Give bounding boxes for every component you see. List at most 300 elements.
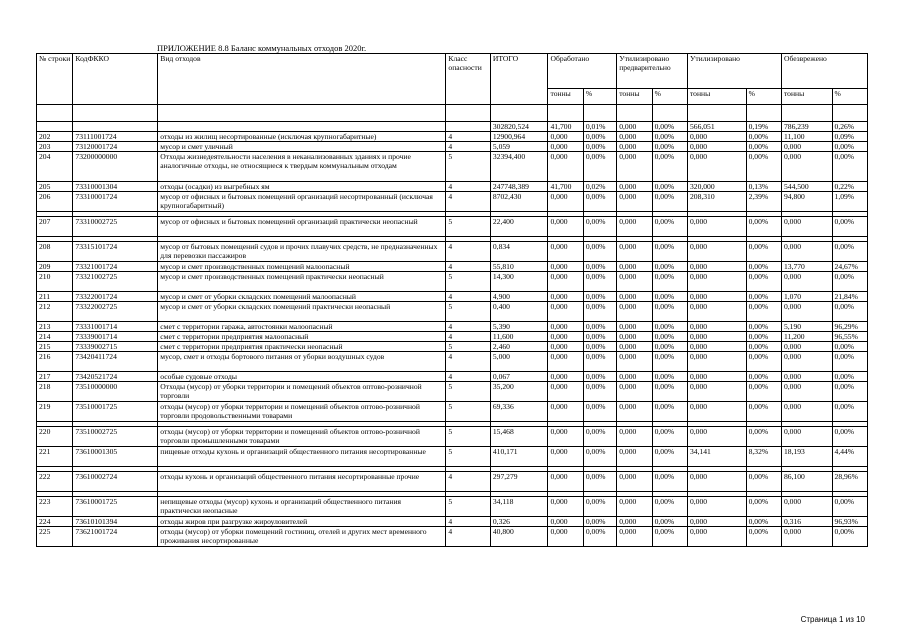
row-hazard-class: 4 [446,242,490,262]
row-value: 0,000 [687,517,746,527]
row-number: 206 [37,192,73,212]
row-value: 1,09% [832,192,867,212]
row-value: 0,000 [548,152,583,182]
row-code: 73200000000 [73,152,158,182]
row-waste-type: смет с территории предприятия практически неопасный [158,342,446,352]
subheader-pct: % [583,89,616,105]
row-value: 0,000 [687,497,746,517]
row-value: 0,00% [832,382,867,402]
table-row [37,342,868,352]
table-row [37,332,868,342]
row-waste-type: отходы жиров при разгрузке жироуловителей [158,517,446,527]
table-row [37,262,868,272]
row-value: 0,00% [583,132,616,142]
row-value: 0,00% [746,242,781,262]
subheader-tons: тонны [617,89,652,105]
row-hazard-class: 5 [446,427,490,447]
header-code: КодФККО [73,54,158,105]
row-value: 0,00% [746,372,781,382]
row-code: 73621001724 [73,527,158,547]
row-value: 0,00% [832,372,867,382]
row-value: 0,00% [746,402,781,422]
table-row [37,302,868,322]
row-value: 0,00% [832,142,867,152]
table-row [37,517,868,527]
row-value: 0,000 [548,242,583,262]
header-class: Класс опасности [446,54,490,105]
row-value: 0,00% [583,352,616,372]
row-value: 0,00% [746,262,781,272]
row-value: 0,00% [832,302,867,322]
subheader-tons: тонны [781,89,832,105]
row-value: 0,000 [548,302,583,322]
row-value: 0,000 [617,302,652,322]
row-value: 0,000 [781,372,832,382]
row-number: 225 [37,527,73,547]
row-value: 40,800 [490,527,548,547]
row-code: 73510002725 [73,427,158,447]
row-waste-type: мусор и смет уличный [158,142,446,152]
row-value: 0,000 [687,292,746,302]
row-value: 0,00% [583,242,616,262]
row-value: 0,000 [548,272,583,292]
subheader-pct: % [832,89,867,105]
row-value: 0,000 [781,427,832,447]
row-value: 0,00% [652,132,687,142]
page-title: ПРИЛОЖЕНИЕ 8.8 Баланс коммунальных отходов 2020г. [157,43,367,53]
row-number: 218 [37,382,73,402]
row-value: 0,000 [687,382,746,402]
row-value: 0,00% [652,517,687,527]
total-cell: 786,239 [781,122,832,132]
table-row [37,447,868,467]
table-row [37,272,868,292]
page-footer: Страница 1 из 10 [800,615,865,624]
row-value: 0,000 [781,152,832,182]
row-value: 0,000 [617,332,652,342]
row-value: 0,00% [746,142,781,152]
row-value: 0,000 [617,272,652,292]
row-value: 0,000 [781,342,832,352]
header-processed: Обработано [548,54,617,89]
row-value: 0,00% [832,342,867,352]
row-code: 73310001304 [73,182,158,192]
row-value: 0,00% [652,352,687,372]
totals-row [37,122,868,132]
row-code: 73420411724 [73,352,158,372]
row-value: 0,000 [617,182,652,192]
row-number: 219 [37,402,73,422]
row-value: 0,000 [781,497,832,517]
row-value: 34,141 [687,447,746,467]
total-cell: 302820,524 [490,122,548,132]
row-value: 0,09% [832,132,867,142]
row-value: 0,00% [583,192,616,212]
row-value: 0,00% [583,382,616,402]
header-total: ИТОГО [490,54,548,105]
row-value: 0,00% [583,292,616,302]
row-value: 0,00% [652,332,687,342]
total-cell: 0,000 [617,122,652,132]
row-value: 34,118 [490,497,548,517]
row-value: 0,000 [617,427,652,447]
row-value: 0,000 [548,497,583,517]
row-value: 247748,389 [490,182,548,192]
row-value: 0,000 [548,132,583,142]
row-value: 0,000 [687,242,746,262]
row-hazard-class: 4 [446,142,490,152]
row-number: 221 [37,447,73,467]
row-value: 0,00% [746,332,781,342]
row-waste-type: смет с территории предприятия малоопасный [158,332,446,342]
row-value: 0,00% [832,427,867,447]
row-value: 86,100 [781,472,832,492]
row-value: 0,000 [781,242,832,262]
row-waste-type: отходы (мусор) от уборки территории и помещений объектов оптово-розничной торговли промышленными товарами [158,427,446,447]
row-value: 0,000 [548,292,583,302]
row-value: 8,32% [746,447,781,467]
row-waste-type: мусор от офисных и бытовых помещений организаций практически неопасный [158,217,446,237]
row-waste-type: мусор от бытовых помещений судов и прочих плавучих средств, не предназначенных для перевозки пассажиров [158,242,446,262]
row-value: 0,00% [583,272,616,292]
row-value: 0,000 [687,152,746,182]
row-waste-type: мусор и смет производственных помещений практически неопасный [158,272,446,292]
header-utilized-pre: Утилизировано предварительно [617,54,688,89]
row-number: 216 [37,352,73,372]
row-hazard-class: 4 [446,192,490,212]
row-value: 0,00% [652,272,687,292]
row-value: 0,000 [687,132,746,142]
row-value: 0,00% [583,332,616,342]
row-value: 0,00% [746,382,781,402]
row-value: 0,000 [548,352,583,372]
row-value: 0,00% [583,217,616,237]
row-value: 0,00% [652,497,687,517]
row-number: 220 [37,427,73,447]
row-value: 0,000 [617,517,652,527]
row-value: 0,326 [490,517,548,527]
row-value: 0,22% [832,182,867,192]
row-value: 11,200 [781,332,832,342]
row-hazard-class: 4 [446,292,490,302]
row-waste-type: мусор и смет от уборки складских помещений малоопасный [158,292,446,302]
row-value: 0,000 [548,402,583,422]
row-value: 0,00% [832,272,867,292]
row-value: 13,770 [781,262,832,272]
row-value: 55,810 [490,262,548,272]
row-number: 208 [37,242,73,262]
row-value: 0,000 [548,472,583,492]
row-waste-type: мусор и смет производственных помещений малоопасный [158,262,446,272]
table-row [37,192,868,212]
row-waste-type: отходы из жилищ несортированные (исключая крупногабаритные) [158,132,446,142]
row-number: 224 [37,517,73,527]
row-code: 73610101394 [73,517,158,527]
row-value: 0,000 [548,372,583,382]
row-code: 73315101724 [73,242,158,262]
row-value: 0,00% [583,152,616,182]
row-value: 0,000 [548,342,583,352]
row-waste-type: мусор и смет от уборки складских помещений практически неопасный [158,302,446,322]
row-value: 41,700 [548,182,583,192]
row-value: 0,00% [746,152,781,182]
row-value: 0,000 [781,382,832,402]
subheader-tons: тонны [548,89,583,105]
row-value: 2,460 [490,342,548,352]
row-value: 0,000 [548,142,583,152]
row-waste-type: отходы (осадки) из выгребных ям [158,182,446,192]
table-row [37,242,868,262]
row-value: 0,000 [617,527,652,547]
row-value: 0,00% [746,217,781,237]
row-value: 0,00% [652,527,687,547]
row-value: 0,067 [490,372,548,382]
row-value: 0,000 [687,217,746,237]
row-value: 0,00% [746,497,781,517]
row-value: 0,13% [746,182,781,192]
row-hazard-class: 4 [446,132,490,142]
row-value: 0,000 [548,192,583,212]
row-code: 73321002725 [73,272,158,292]
row-number: 204 [37,152,73,182]
row-value: 0,00% [652,372,687,382]
row-value: 0,000 [617,402,652,422]
row-value: 0,000 [617,152,652,182]
row-waste-type: непищевые отходы (мусор) кухонь и организаций общественного питания практически неопасные [158,497,446,517]
row-value: 0,000 [617,192,652,212]
table-row [37,382,868,402]
row-value: 96,93% [832,517,867,527]
row-value: 4,44% [832,447,867,467]
row-value: 0,00% [652,342,687,352]
row-value: 0,000 [687,427,746,447]
row-value: 0,00% [583,262,616,272]
row-value: 0,00% [832,217,867,237]
row-waste-type: мусор, смет и отходы бортового питания от уборки воздушных судов [158,352,446,372]
row-value: 32394,400 [490,152,548,182]
row-value: 0,00% [583,447,616,467]
row-value: 0,00% [583,322,616,332]
row-number: 202 [37,132,73,142]
row-hazard-class: 5 [446,402,490,422]
row-hazard-class: 5 [446,497,490,517]
table-row [37,427,868,447]
row-value: 11,600 [490,332,548,342]
table-row [37,527,868,547]
row-value: 0,00% [746,342,781,352]
row-value: 0,00% [652,382,687,402]
row-hazard-class: 4 [446,472,490,492]
row-value: 0,00% [652,292,687,302]
row-waste-type: пищевые отходы кухонь и организаций общественного питания несортированные [158,447,446,467]
row-value: 0,00% [652,242,687,262]
row-value: 0,000 [617,497,652,517]
row-code: 73610001725 [73,497,158,517]
table-row [37,182,868,192]
row-waste-type: Отходы жизнедеятельности населения в неканализованных зданиях и прочие аналогичные отходы, не относящиеся к твердым коммунальным отходам [158,152,446,182]
table-row [37,402,868,422]
row-value: 35,200 [490,382,548,402]
row-value: 0,00% [746,272,781,292]
total-cell: 0,19% [746,122,781,132]
row-value: 0,00% [746,517,781,527]
row-number: 207 [37,217,73,237]
row-value: 208,310 [687,192,746,212]
row-value: 0,00% [746,352,781,372]
header-neutralized: Обезврежено [781,54,867,89]
row-code: 73310002725 [73,217,158,237]
row-value: 297,279 [490,472,548,492]
row-value: 0,000 [548,322,583,332]
row-value: 0,000 [548,332,583,342]
row-waste-type: особые судовые отходы [158,372,446,382]
total-cell: 0,26% [832,122,867,132]
row-value: 0,00% [652,472,687,492]
row-hazard-class: 4 [446,332,490,342]
total-cell: 41,700 [548,122,583,132]
row-value: 24,67% [832,262,867,272]
row-number: 210 [37,272,73,292]
row-value: 0,00% [832,352,867,372]
row-value: 0,00% [652,142,687,152]
row-hazard-class: 5 [446,447,490,467]
row-value: 0,000 [687,272,746,292]
row-value: 0,00% [583,402,616,422]
row-number: 211 [37,292,73,302]
row-hazard-class: 4 [446,182,490,192]
row-hazard-class: 5 [446,217,490,237]
row-value: 0,000 [687,342,746,352]
row-hazard-class: 5 [446,302,490,322]
row-value: 0,00% [583,497,616,517]
row-waste-type: отходы (мусор) от уборки помещений гостиниц, отелей и других мест временного проживания несортированные [158,527,446,547]
row-value: 0,00% [652,447,687,467]
table-row [37,372,868,382]
table-row [37,217,868,237]
row-value: 0,00% [832,242,867,262]
row-value: 0,00% [583,342,616,352]
row-code: 73510001725 [73,402,158,422]
row-value: 0,000 [687,332,746,342]
row-value: 28,96% [832,472,867,492]
waste-balance-table [36,53,868,547]
total-cell: 0,00% [652,122,687,132]
table-row [37,472,868,492]
row-value: 69,336 [490,402,548,422]
row-value: 0,000 [617,322,652,332]
row-hazard-class: 4 [446,527,490,547]
row-value: 0,000 [687,322,746,332]
row-value: 11,100 [781,132,832,142]
row-value: 0,000 [687,402,746,422]
header-type: Вид отходов [158,54,446,105]
row-value: 8702,430 [490,192,548,212]
row-value: 0,00% [746,132,781,142]
row-code: 73120001724 [73,142,158,152]
row-value: 18,193 [781,447,832,467]
row-value: 0,02% [583,182,616,192]
row-value: 5,000 [490,352,548,372]
row-value: 5,190 [781,322,832,332]
row-value: 5,059 [490,142,548,152]
row-value: 1,070 [781,292,832,302]
row-hazard-class: 5 [446,342,490,352]
row-value: 0,000 [617,217,652,237]
row-value: 0,00% [652,427,687,447]
row-value: 0,000 [687,372,746,382]
row-value: 15,468 [490,427,548,447]
row-value: 94,800 [781,192,832,212]
row-value: 0,00% [746,527,781,547]
row-value: 0,00% [652,192,687,212]
row-value: 0,00% [746,472,781,492]
row-value: 0,00% [583,372,616,382]
row-value: 0,834 [490,242,548,262]
row-hazard-class: 4 [446,262,490,272]
row-hazard-class: 5 [446,152,490,182]
row-value: 0,00% [583,142,616,152]
row-value: 0,00% [832,402,867,422]
row-value: 0,000 [687,352,746,372]
row-value: 4,900 [490,292,548,302]
row-value: 0,00% [652,322,687,332]
row-value: 0,00% [652,402,687,422]
row-hazard-class: 4 [446,517,490,527]
row-value: 0,000 [617,352,652,372]
row-code: 73610001305 [73,447,158,467]
row-value: 0,000 [617,372,652,382]
row-value: 0,000 [617,132,652,142]
row-value: 0,00% [583,427,616,447]
row-code: 73331001714 [73,322,158,332]
row-value: 0,000 [781,402,832,422]
row-value: 0,000 [617,342,652,352]
row-value: 0,00% [832,527,867,547]
row-waste-type: Отходы (мусор) от уборки территории и помещений объектов оптово-розничной торговли [158,382,446,402]
row-hazard-class: 5 [446,272,490,292]
row-hazard-class: 4 [446,322,490,332]
row-number: 215 [37,342,73,352]
row-number: 217 [37,372,73,382]
row-number: 213 [37,322,73,332]
row-value: 96,29% [832,322,867,332]
row-number: 222 [37,472,73,492]
row-value: 12900,964 [490,132,548,142]
table-row [37,352,868,372]
row-value: 0,00% [583,517,616,527]
row-value: 0,000 [687,142,746,152]
row-hazard-class: 4 [446,372,490,382]
row-value: 0,000 [687,472,746,492]
subheader-tons: тонны [687,89,746,105]
row-value: 0,000 [781,352,832,372]
blank-row [37,105,868,122]
row-value: 0,000 [548,527,583,547]
row-code: 73111001724 [73,132,158,142]
row-value: 410,171 [490,447,548,467]
row-number: 223 [37,497,73,517]
row-value: 0,00% [746,322,781,332]
row-code: 73420521724 [73,372,158,382]
row-code: 73339002715 [73,342,158,352]
row-value: 0,000 [617,382,652,402]
total-cell: 566,051 [687,122,746,132]
row-value: 0,000 [617,292,652,302]
row-value: 0,000 [617,262,652,272]
table-row [37,322,868,332]
row-value: 0,00% [652,262,687,272]
row-value: 0,000 [781,272,832,292]
